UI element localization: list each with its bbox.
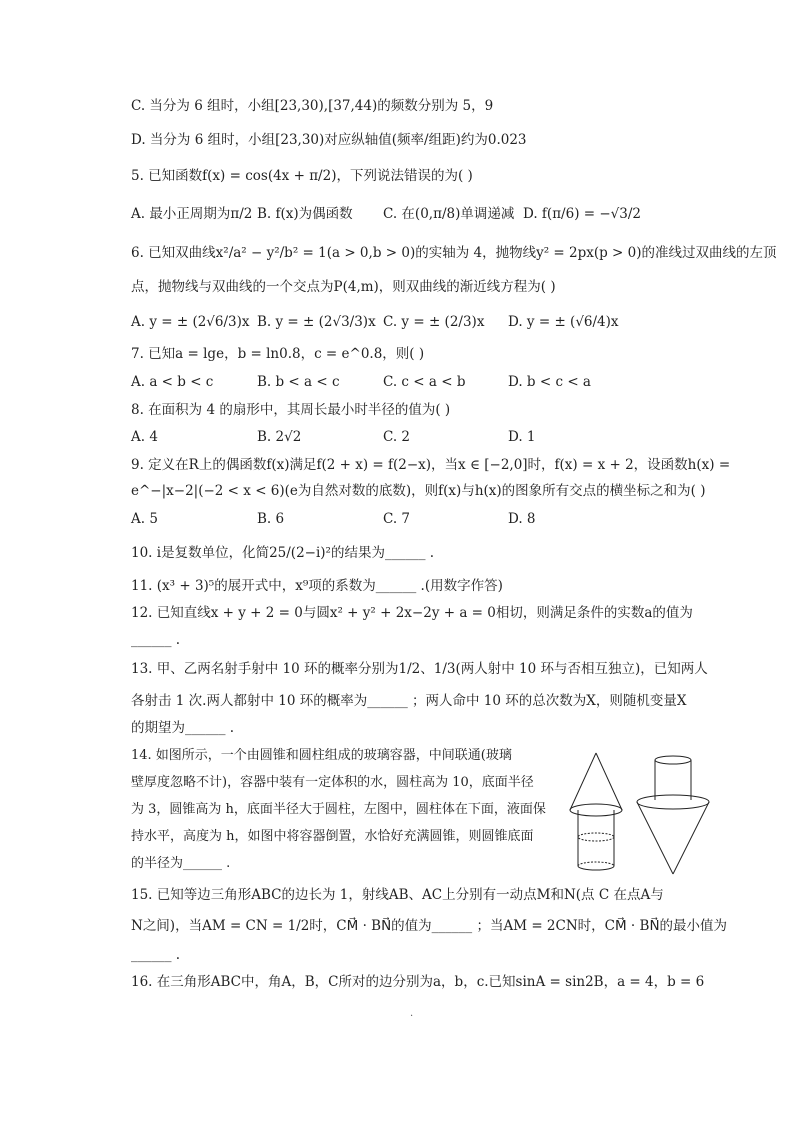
question-14-cont4: 的半径为______ .: [131, 856, 231, 871]
question-7-stem: 7. 已知a = lge，b = ln0.8，c = e^0.8，则( ): [131, 346, 425, 362]
option-c: C. c < a < b: [383, 374, 466, 390]
option-b: B. 6: [257, 511, 285, 527]
option-b: B. 2√2: [257, 429, 302, 445]
question-13-cont2: 的期望为______ .: [131, 720, 235, 736]
option-b: B. f(x)为偶函数: [257, 206, 353, 222]
option-a: A. 最小正周期为π/2: [131, 206, 253, 222]
option-c: C. 2: [383, 429, 411, 445]
right-container-figure: [637, 756, 709, 874]
option-a: A. y = ± (2√6/3)x: [131, 314, 250, 330]
question-6-stem: 6. 已知双曲线x²/a² − y²/b² = 1(a > 0,b > 0)的实轴为 4，抛物线y² = 2px(p > 0)的准线过双曲线的左顶: [131, 245, 777, 261]
question-4-option-c: C. 当分为 6 组时，小组[23,30),[37,44)的频数分别为 5，9: [131, 98, 494, 114]
question-12: 12. 已知直线x + y + 2 = 0与圆x² + y² + 2x−2y + a = 0相切，则满足条件的实数a的值为: [131, 605, 693, 621]
option-c: C. 在(0,π/8)单调递减: [383, 206, 515, 222]
question-13: 13. 甲、乙两名射手射中 10 环的概率分别为1/2、1/3(两人射中 10 环与否相互独立)，已知两人: [131, 661, 708, 677]
option-c: C. 7: [383, 511, 411, 527]
question-9-stem-cont: e^−|x−2|(−2 < x < 6)(e为自然对数的底数)，则f(x)与h(x)的图象所有交点的横坐标之和为( ): [131, 483, 706, 499]
question-12-blank: ______ .: [131, 632, 181, 648]
option-a: A. a < b < c: [131, 374, 214, 390]
question-16: 16. 在三角形ABC中，角A，B，C所对的边分别为a，b，c.已知sinA = sin2B，a = 4，b = 6: [131, 974, 705, 990]
question-9-stem: 9. 定义在R上的偶函数f(x)满足f(2 + x) = f(2−x)，当x ∈ [−2,0]时，f(x) = x + 2，设函数h(x) =: [131, 457, 731, 473]
left-container-figure: [570, 753, 622, 870]
option-a: A. 4: [131, 429, 158, 445]
question-15: 15. 已知等边三角形ABC的边长为 1，射线AB、AC上分别有一动点M和N(点 C 在点A与: [131, 887, 664, 903]
question-15-blank: ______ .: [131, 947, 181, 963]
question-15-cont: N之间)，当AM = CN = 1/2时，CM⃗ · BN⃗的值为______ ；当AM = 2CN时，CM⃗ · BN⃗的最小值为: [131, 918, 728, 934]
question-5-stem: 5. 已知函数f(x) = cos(4x + π/2)，下列说法错误的为( ): [131, 168, 473, 184]
option-d: D. f(π/6) = −√3/2: [523, 206, 641, 222]
option-c: C. y = ± (2/3)x: [383, 314, 485, 330]
option-b: B. y = ± (2√3/3)x: [257, 314, 376, 330]
question-14-cont: 壁厚度忽略不计)，容器中装有一定体积的水，圆柱高为 10，底面半径: [131, 775, 534, 790]
question-4-option-d: D. 当分为 6 组时，小组[23,30)对应纵轴值(频率/组距)约为0.023: [131, 132, 527, 148]
option-d: D. 1: [508, 429, 536, 445]
option-d: D. y = ± (√6/4)x: [508, 314, 619, 330]
question-14-cont3: 持水平，高度为 h，如图中将容器倒置，水恰好充满圆锥，则圆锥底面: [131, 829, 534, 844]
option-d: D. 8: [508, 511, 536, 527]
option-a: A. 5: [131, 511, 158, 527]
page-footer-mark: .: [410, 1008, 414, 1019]
question-13-cont: 各射击 1 次.两人都射中 10 环的概率为______ ；两人命中 10 环的总次数为X，则随机变量X: [131, 693, 687, 709]
question-6-stem-cont: 点，抛物线与双曲线的一个交点为P(4,m)，则双曲线的渐近线方程为( ): [131, 279, 556, 295]
question-11: 11. (x³ + 3)⁵的展开式中，x⁹项的系数为______ .(用数字作答): [131, 578, 503, 594]
question-8-stem: 8. 在面积为 4 的扇形中，其周长最小时半径的值为( ): [131, 402, 451, 418]
container-figure: [566, 748, 711, 878]
question-10: 10. i是复数单位，化简25/(2−i)²的结果为______ .: [131, 545, 435, 561]
option-b: B. b < a < c: [257, 374, 340, 390]
option-d: D. b < c < a: [508, 374, 591, 390]
question-14: 14. 如图所示，一个由圆锥和圆柱组成的玻璃容器，中间联通(玻璃: [131, 748, 512, 763]
question-14-cont2: 为 3，圆锥高为 h，底面半径大于圆柱，左图中，圆柱体在下面，液面保: [131, 802, 546, 817]
